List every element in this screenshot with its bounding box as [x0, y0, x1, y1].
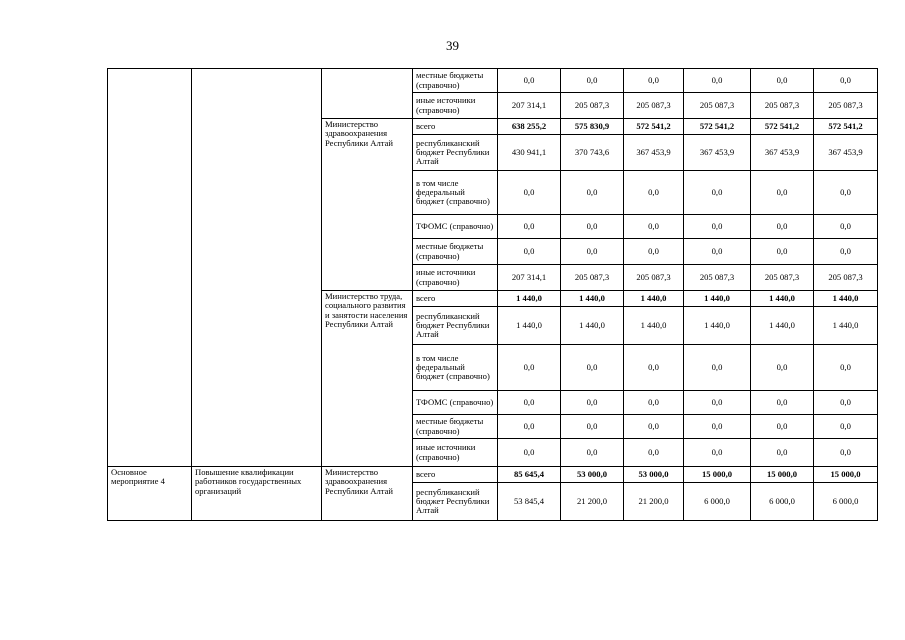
funding-source-cell: местные бюджеты (справочно) [413, 415, 498, 439]
activity-name-cell: Повышение квалификации работников государственных организаций [192, 467, 322, 521]
amount-cell: 0,0 [684, 391, 751, 415]
amount-cell: 205 087,3 [814, 93, 878, 119]
amount-cell: 0,0 [814, 415, 878, 439]
amount-cell: 0,0 [751, 415, 814, 439]
amount-cell: 207 314,1 [498, 93, 561, 119]
amount-cell: 572 541,2 [684, 119, 751, 135]
amount-cell: 15 000,0 [751, 467, 814, 483]
table-row [108, 467, 878, 483]
amount-cell: 0,0 [498, 239, 561, 265]
amount-cell: 0,0 [561, 69, 624, 93]
amount-cell: 0,0 [561, 391, 624, 415]
amount-cell: 0,0 [561, 239, 624, 265]
amount-cell: 0,0 [624, 391, 684, 415]
funding-source-cell: ТФОМС (справочно) [413, 391, 498, 415]
amount-cell: 0,0 [751, 391, 814, 415]
budget-table [107, 68, 878, 521]
amount-cell: 0,0 [751, 69, 814, 93]
amount-cell: 0,0 [814, 439, 878, 467]
amount-cell: 1 440,0 [814, 307, 878, 345]
amount-cell: 205 087,3 [561, 265, 624, 291]
amount-cell: 0,0 [684, 215, 751, 239]
amount-cell: 205 087,3 [751, 265, 814, 291]
amount-cell: 53 845,4 [498, 483, 561, 521]
amount-cell: 205 087,3 [751, 93, 814, 119]
amount-cell: 367 453,9 [751, 135, 814, 171]
amount-cell: 0,0 [561, 439, 624, 467]
amount-cell: 205 087,3 [624, 265, 684, 291]
amount-cell: 1 440,0 [561, 307, 624, 345]
amount-cell: 572 541,2 [814, 119, 878, 135]
amount-cell: 0,0 [498, 171, 561, 215]
amount-cell: 0,0 [751, 239, 814, 265]
funding-source-cell: иные источники (справочно) [413, 265, 498, 291]
amount-cell: 0,0 [751, 345, 814, 391]
amount-cell: 1 440,0 [814, 291, 878, 307]
amount-cell: 370 743,6 [561, 135, 624, 171]
amount-cell: 205 087,3 [561, 93, 624, 119]
funding-source-cell: ТФОМС (справочно) [413, 215, 498, 239]
amount-cell: 0,0 [814, 239, 878, 265]
amount-cell: 367 453,9 [814, 135, 878, 171]
funding-source-cell: в том числе федеральный бюджет (справочно) [413, 345, 498, 391]
amount-cell: 638 255,2 [498, 119, 561, 135]
amount-cell: 367 453,9 [684, 135, 751, 171]
amount-cell: 6 000,0 [684, 483, 751, 521]
amount-cell: 0,0 [624, 69, 684, 93]
amount-cell: 0,0 [814, 215, 878, 239]
amount-cell: 21 200,0 [624, 483, 684, 521]
amount-cell: 6 000,0 [814, 483, 878, 521]
amount-cell: 1 440,0 [751, 307, 814, 345]
amount-cell: 367 453,9 [624, 135, 684, 171]
amount-cell: 1 440,0 [684, 291, 751, 307]
funding-source-cell: всего [413, 119, 498, 135]
amount-cell: 1 440,0 [498, 291, 561, 307]
amount-cell: 575 830,9 [561, 119, 624, 135]
amount-cell: 0,0 [561, 345, 624, 391]
funding-source-cell: республиканский бюджет Республики Алтай [413, 307, 498, 345]
amount-cell: 53 000,0 [561, 467, 624, 483]
amount-cell: 0,0 [561, 171, 624, 215]
amount-cell: 0,0 [498, 391, 561, 415]
amount-cell: 85 645,4 [498, 467, 561, 483]
amount-cell: 1 440,0 [624, 307, 684, 345]
amount-cell: 15 000,0 [684, 467, 751, 483]
funding-source-cell: местные бюджеты (справочно) [413, 239, 498, 265]
amount-cell: 0,0 [624, 415, 684, 439]
amount-cell: 6 000,0 [751, 483, 814, 521]
amount-cell: 0,0 [624, 239, 684, 265]
funding-source-cell: иные источники (справочно) [413, 93, 498, 119]
executor-cell: Министерство труда, социального развития и занятости населения Республики Алтай [322, 291, 413, 467]
funding-source-cell: республиканский бюджет Республики Алтай [413, 135, 498, 171]
amount-cell: 0,0 [498, 439, 561, 467]
amount-cell: 0,0 [498, 215, 561, 239]
amount-cell: 0,0 [684, 345, 751, 391]
page-number: 39 [446, 38, 459, 53]
table-row [108, 69, 878, 93]
amount-cell: 205 087,3 [624, 93, 684, 119]
amount-cell: 0,0 [624, 439, 684, 467]
amount-cell: 0,0 [684, 439, 751, 467]
funding-source-cell: в том числе федеральный бюджет (справочно) [413, 171, 498, 215]
amount-cell: 1 440,0 [751, 291, 814, 307]
amount-cell: 0,0 [684, 171, 751, 215]
amount-cell: 1 440,0 [561, 291, 624, 307]
amount-cell: 0,0 [751, 439, 814, 467]
amount-cell: 205 087,3 [814, 265, 878, 291]
amount-cell: 0,0 [684, 415, 751, 439]
amount-cell: 1 440,0 [684, 307, 751, 345]
amount-cell: 207 314,1 [498, 265, 561, 291]
funding-source-cell: иные источники (справочно) [413, 439, 498, 467]
amount-cell: 572 541,2 [624, 119, 684, 135]
amount-cell: 572 541,2 [751, 119, 814, 135]
amount-cell: 0,0 [684, 239, 751, 265]
activity-cell [108, 69, 192, 467]
executor-cell: Министерство здравоохранения Республики Алтай [322, 467, 413, 521]
funding-source-cell: местные бюджеты (справочно) [413, 69, 498, 93]
amount-cell: 0,0 [498, 345, 561, 391]
amount-cell: 1 440,0 [624, 291, 684, 307]
funding-source-cell: всего [413, 291, 498, 307]
amount-cell: 430 941,1 [498, 135, 561, 171]
amount-cell: 0,0 [624, 215, 684, 239]
amount-cell: 1 440,0 [498, 307, 561, 345]
amount-cell: 0,0 [814, 171, 878, 215]
amount-cell: 0,0 [814, 391, 878, 415]
amount-cell: 21 200,0 [561, 483, 624, 521]
amount-cell: 0,0 [498, 415, 561, 439]
amount-cell: 0,0 [751, 171, 814, 215]
amount-cell: 0,0 [751, 215, 814, 239]
funding-source-cell: республиканский бюджет Республики Алтай [413, 483, 498, 521]
amount-cell: 53 000,0 [624, 467, 684, 483]
amount-cell: 0,0 [561, 215, 624, 239]
executor-cell [322, 69, 413, 119]
amount-cell: 0,0 [684, 69, 751, 93]
amount-cell: 0,0 [624, 345, 684, 391]
activity-cell: Основное мероприятие 4 [108, 467, 192, 521]
funding-source-cell: всего [413, 467, 498, 483]
activity-name-cell [192, 69, 322, 467]
amount-cell: 0,0 [814, 69, 878, 93]
amount-cell: 0,0 [814, 345, 878, 391]
amount-cell: 205 087,3 [684, 265, 751, 291]
executor-cell: Министерство здравоохранения Республики Алтай [322, 119, 413, 291]
amount-cell: 205 087,3 [684, 93, 751, 119]
amount-cell: 0,0 [624, 171, 684, 215]
amount-cell: 0,0 [561, 415, 624, 439]
amount-cell: 0,0 [498, 69, 561, 93]
amount-cell: 15 000,0 [814, 467, 878, 483]
